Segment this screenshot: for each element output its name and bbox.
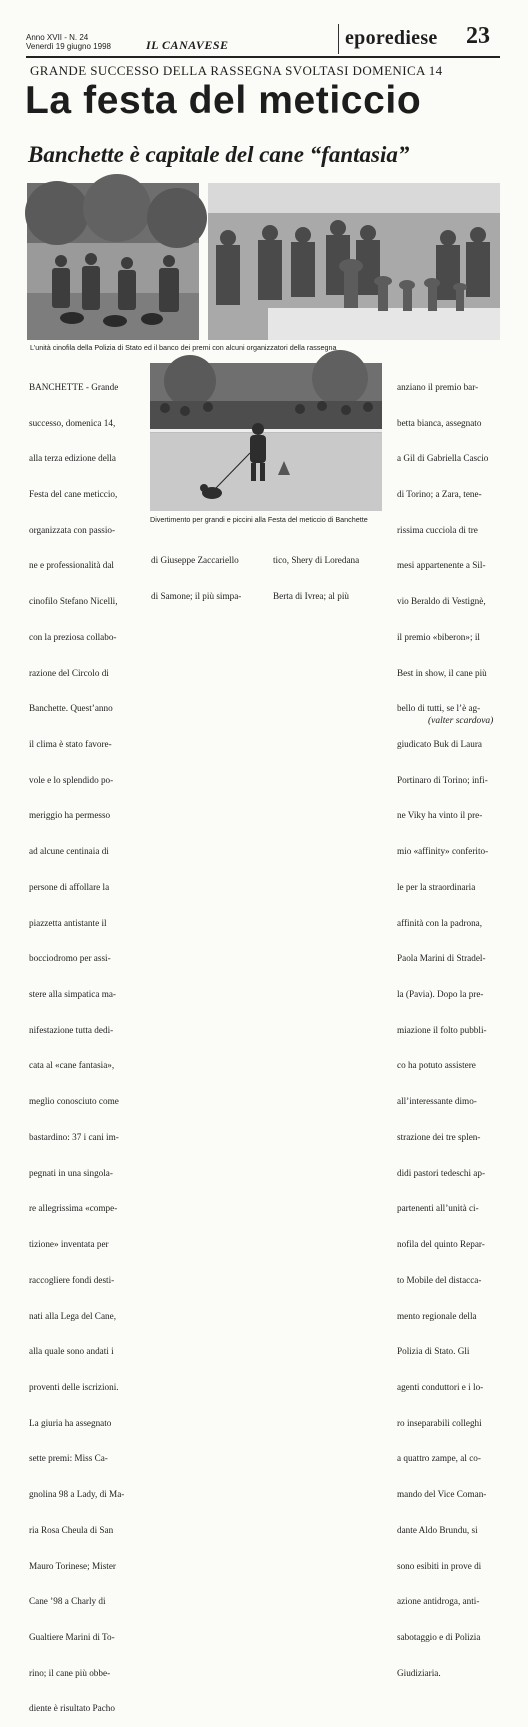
text-line: ria Rosa Cheula di San: [29, 1524, 114, 1535]
text-line: co ha potuto assistere: [397, 1060, 476, 1071]
text-line: affinità con la padrona,: [397, 917, 483, 928]
text-line: rissima cucciola di tre: [397, 524, 478, 535]
text-line: nifestazione tutta dedi-: [29, 1024, 114, 1035]
text-line: sabotaggio e di Polizia: [397, 1631, 481, 1642]
issue-number: Anno XVII - N. 24: [26, 33, 89, 42]
text-line: BANCHETTE - Grande: [29, 381, 119, 392]
text-line: meriggio ha permesso: [29, 810, 111, 821]
text-line: azione antidroga, anti-: [397, 1596, 480, 1607]
text-line: alla quale sono andati i: [29, 1346, 114, 1357]
text-line: mento regionale della: [397, 1310, 477, 1321]
header-rule: [26, 56, 500, 58]
text-line: ro inseparabili colleghi: [397, 1417, 482, 1428]
text-line: piazzetta antistante il: [29, 917, 107, 928]
text-line: dante Aldo Brundu, si: [397, 1524, 478, 1535]
issue-date: Venerdì 19 giugno 1998: [26, 42, 111, 51]
text-line: successo, domenica 14,: [29, 417, 116, 428]
text-line: strazione dei tre splen-: [397, 1131, 481, 1142]
text-line: ne Viky ha vinto il pre-: [397, 810, 483, 821]
text-line: nati alla Lega del Cane,: [29, 1310, 116, 1321]
text-line: agenti conduttori e i lo-: [397, 1381, 484, 1392]
text-line: vole e lo splendido po-: [29, 774, 114, 785]
text-line: bello di tutti, se l’è ag-: [397, 703, 481, 714]
text-line: giudicato Buk di Laura: [397, 739, 482, 749]
prize-stand-photo-graphic: [208, 183, 500, 340]
text-line: cata al «cane fantasia»,: [29, 1060, 115, 1071]
police-unit-photo: [27, 183, 199, 340]
column-2: [151, 531, 241, 614]
text-line: Mauro Torinese; Mister: [29, 1560, 116, 1571]
text-line: organizzata con passio-: [29, 524, 116, 535]
text-line: bastardino: 37 i cani im-: [29, 1131, 119, 1142]
text-line: ne e professionalità dal: [29, 560, 114, 571]
text-line: a quattro zampe, al co-: [397, 1453, 481, 1464]
text-line: all’interessante dimo-: [397, 1096, 477, 1107]
text-line: mio «affinity» conferito-: [397, 846, 489, 857]
text-line: bocciodromo per assi-: [29, 953, 111, 964]
text-line: a Gil di Gabriella Cascio: [397, 453, 489, 464]
text-line: Festa del cane meticcio,: [29, 488, 118, 499]
text-line: alla terza edizione della: [29, 453, 116, 464]
author-signature: (valter scardova): [428, 716, 494, 726]
text-line: ad alcune centinaia di: [29, 846, 109, 857]
text-line: Best in show, il cane più: [397, 667, 487, 678]
text-line: to Mobile del distacca-: [397, 1274, 482, 1285]
text-line: sono esibiti in prove di: [397, 1560, 482, 1571]
text-line: stere alla simpatica ma-: [29, 989, 116, 1000]
text-line: meglio conosciuto come: [29, 1096, 119, 1107]
text-line: sette premi: Miss Ca-: [29, 1453, 108, 1464]
text-line: re allegrissima «compe-: [29, 1203, 118, 1214]
text-line: Banchette. Quest’anno: [29, 703, 113, 714]
text-line: con la preziosa collabo-: [29, 631, 117, 642]
article-kicker: GRANDE SUCCESSO DELLA RASSEGNA SVOLTASI DOMENICA 14: [30, 63, 443, 78]
festival-photo: [150, 363, 382, 511]
text-line: mando del Vice Coman-: [397, 1489, 487, 1500]
article-headline: La festa del meticcio: [25, 79, 422, 122]
text-line: Portinaro di Torino; infi-: [397, 774, 488, 785]
text-line: di Giuseppe Zaccariello: [151, 554, 239, 565]
top-photos-caption: L’unità cinofila della Polizia di Stato ed il banco dei premi con alcuni organizzatori della rassegna: [30, 343, 337, 352]
text-line: vio Beraldo di Vestignè,: [397, 596, 486, 607]
text-line: partenenti all’unità ci-: [397, 1203, 479, 1214]
text-line: cinofilo Stefano Nicelli,: [29, 596, 118, 607]
text-line: Berta di Ivrea; al più: [273, 590, 350, 601]
section-name: eporediese: [345, 27, 438, 49]
text-line: Gualtiere Marini di To-: [29, 1631, 115, 1642]
page-number: 23: [466, 23, 490, 49]
column-4: [397, 358, 488, 1692]
police-unit-photo-graphic: [27, 183, 199, 340]
text-line: il premio «biberon»; il: [397, 631, 480, 642]
text-line: didi pastori tedeschi ap-: [397, 1167, 486, 1178]
text-line: La giuria ha assegnato: [29, 1417, 112, 1428]
text-line: la (Pavia). Dopo la pre-: [397, 989, 484, 1000]
text-line: betta bianca, assegnato: [397, 417, 482, 428]
text-line: proventi delle iscrizioni.: [29, 1381, 119, 1392]
text-line: Paola Marini di Stradel-: [397, 953, 486, 964]
text-line: Giudiziaria.: [397, 1667, 441, 1678]
text-line: persone di affollare la: [29, 881, 110, 892]
text-line: il clima è stato favore-: [29, 739, 112, 749]
festival-photo-caption: Divertimento per grandi e piccini alla Festa del meticcio di Banchette: [150, 515, 368, 524]
text-line: rino; il cane più obbe-: [29, 1667, 111, 1678]
text-line: di Samone; il più simpa-: [151, 590, 242, 601]
festival-photo-graphic: [150, 363, 382, 511]
column-1: [29, 358, 124, 1727]
text-line: mesi appartenente a Sil-: [397, 560, 486, 571]
text-line: diente è risultato Pacho: [29, 1703, 115, 1714]
text-line: anziano il premio bar-: [397, 381, 479, 392]
text-line: tizione» inventata per: [29, 1239, 109, 1250]
text-line: raccogliere fondi desti-: [29, 1274, 115, 1285]
text-line: razione del Circolo di: [29, 667, 109, 678]
prize-stand-photo: [208, 183, 500, 340]
text-line: di Torino; a Zara, tene-: [397, 488, 482, 499]
newspaper-name: IL CANAVESE: [146, 38, 229, 52]
text-line: miazione il folto pubbli-: [397, 1024, 487, 1035]
text-line: Cane ’98 a Charly di: [29, 1596, 106, 1607]
article-subhead: Banchette è capitale del cane “fantasia”: [28, 142, 410, 167]
text-line: nofila del quinto Repar-: [397, 1239, 485, 1250]
text-line: tico, Shery di Loredana: [273, 554, 360, 565]
column-3: [273, 531, 359, 614]
text-line: pegnati in una singola-: [29, 1167, 113, 1178]
text-line: gnolina 98 a Lady, di Ma-: [29, 1489, 125, 1500]
text-line: Polizia di Stato. Gli: [397, 1346, 470, 1357]
text-line: le per la straordinaria: [397, 881, 476, 892]
